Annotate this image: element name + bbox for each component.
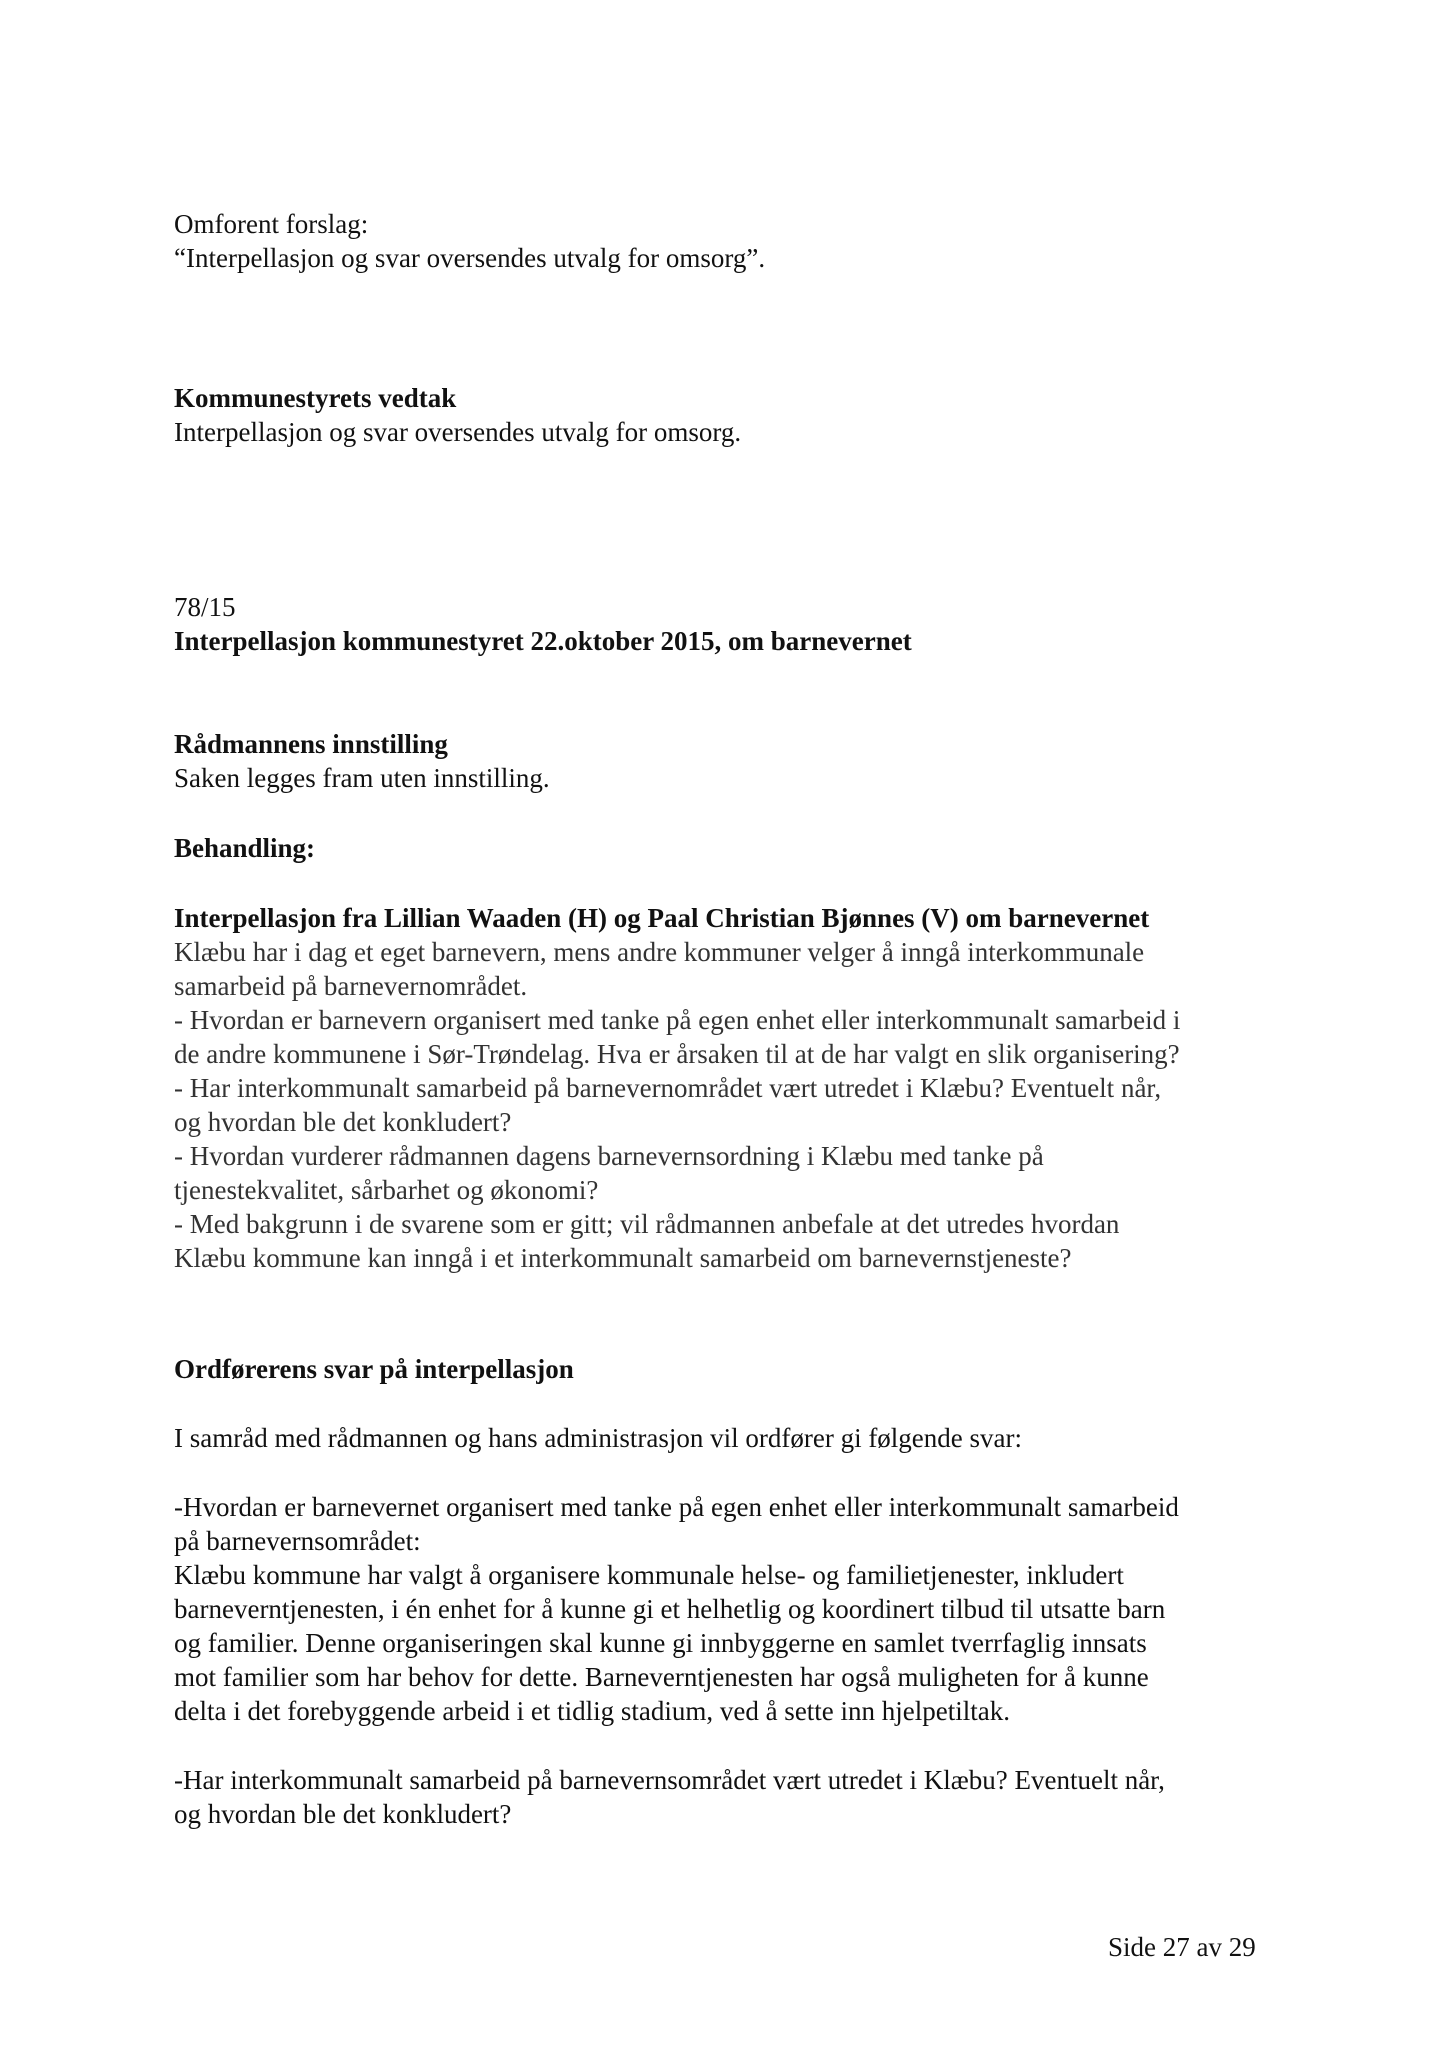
sak-number: 78/15 <box>174 592 236 622</box>
svar-q2-line: og hvordan ble det konkludert? <box>174 1799 512 1829</box>
svar-q2-line: -Har interkommunalt samarbeid på barnevernsområdet vært utredet i Klæbu? Eventuelt når, <box>174 1765 1165 1795</box>
svar-a1-line: Klæbu kommune har valgt å organisere kommunale helse- og familietjenester, inkludert <box>174 1560 1124 1590</box>
interpellasjon-section <box>174 901 1284 1275</box>
interpellasjon-line: - Med bakgrunn i de svarene som er gitt; vil rådmannen anbefale at det utredes hvordan <box>174 1209 1120 1239</box>
vedtak-heading: Kommunestyrets vedtak <box>174 383 457 413</box>
interpellasjon-heading: Interpellasjon fra Lillian Waaden (H) og Paal Christian Bjønnes (V) om barnevernet <box>174 903 1150 933</box>
svar-heading-section <box>174 1352 1284 1386</box>
omforent-section <box>174 207 1284 275</box>
innstilling-section <box>174 727 1284 795</box>
innstilling-text: Saken legges fram uten innstilling. <box>174 763 550 793</box>
omforent-label: Omforent forslag: <box>174 209 369 239</box>
behandling-heading: Behandling: <box>174 833 316 863</box>
innstilling-heading: Rådmannens innstilling <box>174 729 448 759</box>
sak-section <box>174 590 1284 658</box>
interpellasjon-line: Klæbu kommune kan inngå i et interkommunalt samarbeid om barnevernstjeneste? <box>174 1243 1072 1273</box>
svar-heading: Ordførerens svar på interpellasjon <box>174 1354 574 1384</box>
svar-intro: I samråd med rådmannen og hans administrasjon vil ordfører gi følgende svar: <box>174 1423 1023 1453</box>
interpellasjon-line: og hvordan ble det konkludert? <box>174 1107 512 1137</box>
svar-q1-section <box>174 1490 1284 1728</box>
svar-intro-section <box>174 1421 1284 1455</box>
behandling-section <box>174 831 1284 865</box>
svar-a1-line: delta i det forebyggende arbeid i et tidlig stadium, ved å sette inn hjelpetiltak. <box>174 1696 1010 1726</box>
interpellasjon-line: samarbeid på barnevernområdet. <box>174 971 528 1001</box>
svar-q1-line: på barnevernsområdet: <box>174 1526 421 1556</box>
vedtak-text: Interpellasjon og svar oversendes utvalg for omsorg. <box>174 417 742 447</box>
svar-q1-line: -Hvordan er barnevernet organisert med tanke på egen enhet eller interkommunalt samarbeid <box>174 1492 1179 1522</box>
omforent-text: “Interpellasjon og svar oversendes utvalg for omsorg”. <box>174 243 766 273</box>
interpellasjon-line: Klæbu har i dag et eget barnevern, mens andre kommuner velger å inngå interkommunale <box>174 937 1145 967</box>
svar-a1-line: barneverntjenesten, i én enhet for å kunne gi et helhetlig og koordinert tilbud til utsatte barn <box>174 1594 1166 1624</box>
interpellasjon-line: tjenestekvalitet, sårbarhet og økonomi? <box>174 1175 599 1205</box>
vedtak-section <box>174 381 1284 449</box>
page-number: Side 27 av 29 <box>1108 1932 1256 1962</box>
sak-title: Interpellasjon kommunestyret 22.oktober 2015, om barnevernet <box>174 626 912 656</box>
interpellasjon-line: de andre kommunene i Sør-Trøndelag. Hva er årsaken til at de har valgt en slik organisering? <box>174 1039 1180 1069</box>
svar-a1-line: og familier. Denne organiseringen skal kunne gi innbyggerne en samlet tverrfaglig innsats <box>174 1628 1147 1658</box>
svar-q2-section <box>174 1763 1284 1831</box>
svar-a1-line: mot familier som har behov for dette. Barneverntjenesten har også muligheten for å kunne <box>174 1662 1149 1692</box>
interpellasjon-line: - Har interkommunalt samarbeid på barnevernområdet vært utredet i Klæbu? Eventuelt når, <box>174 1073 1162 1103</box>
interpellasjon-line: - Hvordan er barnevern organisert med tanke på egen enhet eller interkommunalt samarbeid i <box>174 1005 1181 1035</box>
interpellasjon-line: - Hvordan vurderer rådmannen dagens barnevernsordning i Klæbu med tanke på <box>174 1141 1044 1171</box>
